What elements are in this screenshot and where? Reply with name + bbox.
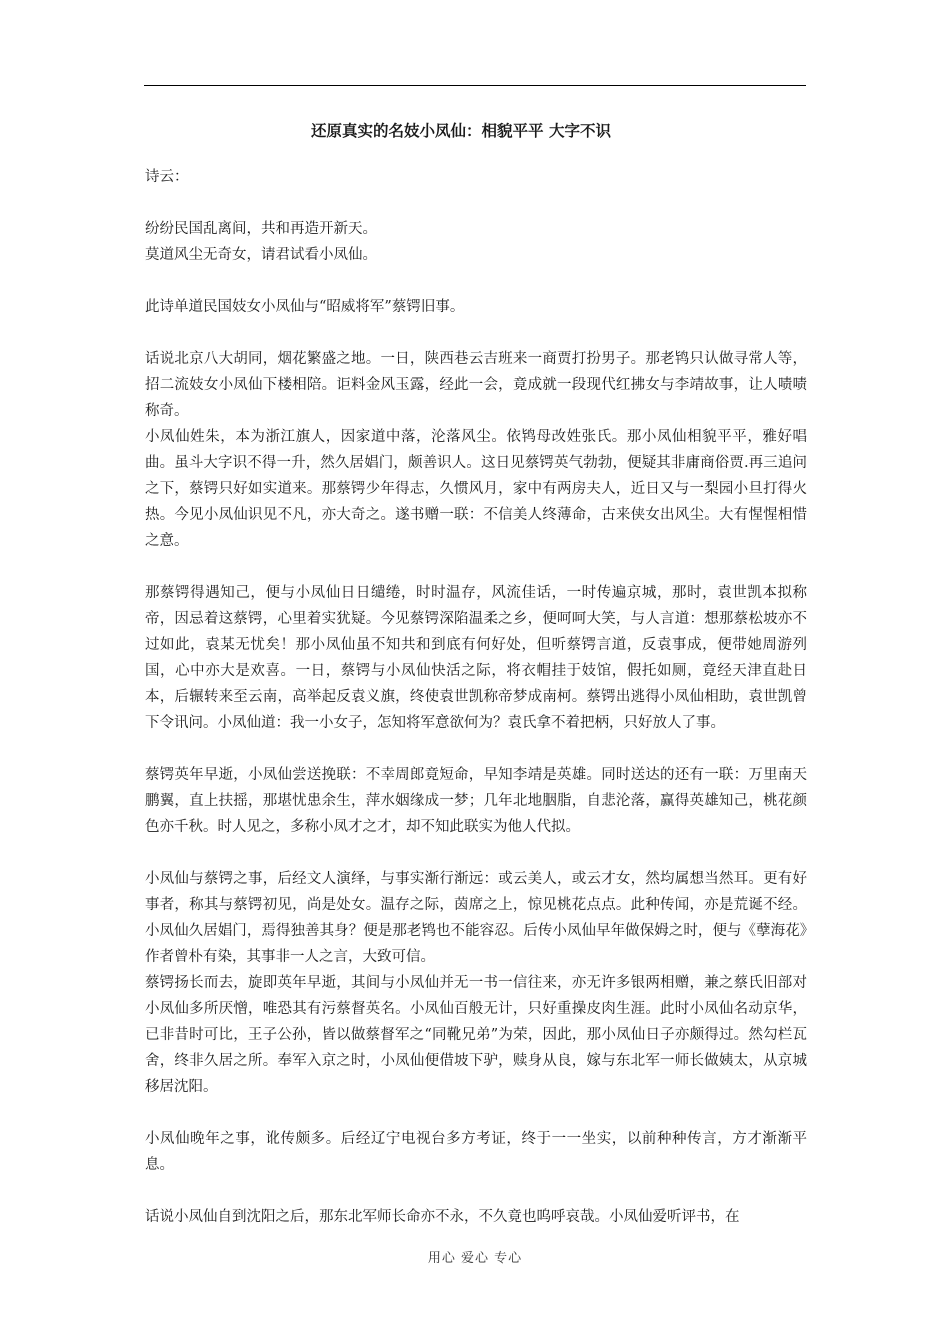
document-body [145, 118, 807, 1230]
page-footer: 用心 爱心 专心 [427, 1251, 523, 1266]
paragraph: 小凤仙与蔡锷之事，后经文人演绎，与事实渐行渐远：或云美人，或云才女，然均属想当然耳。更有好事者，称其与蔡锷初见，尚是处女。温存之际，茵席之上，惊见桃花点点。此种传闻，亦是荒诞不经。小凤仙久居娼门，焉得独善其身？便是那老鸨也不能容忍。后传小凤仙早年做保姆之时，便与《孽海花》作者曾朴有染，其事非一人之言，大致可信。 [145, 871, 807, 965]
paragraph: 那蔡锷得遇知己，便与小凤仙日日缱绻，时时温存，风流佳话，一时传遍京城，那时，袁世凯本拟称帝，因忌着这蔡锷，心里着实犹疑。今见蔡锷深陷温柔之乡，便呵呵大笑，与人言道：想那蔡松坡亦不过如此，袁某无忧矣！那小凤仙虽不知共和到底有何好处，但听蔡锷言道，反袁事成，便带她周游列国，心中亦大是欢喜。一日，蔡锷与小凤仙快活之际，将衣帽挂于妓馆，假托如厕，竟经天津直赴日本，后辗转来至云南，高举起反袁义旗，终使袁世凯称帝梦成南柯。蔡锷出逃得小凤仙相助，袁世凯曾下令讯问。小凤仙道：我一小女子，怎知将军意欲何为？袁氏拿不着把柄，只好放人了事。 [145, 585, 807, 731]
paragraph: 蔡锷英年早逝，小凤仙尝送挽联：不幸周郎竟短命，早知李靖是英雄。同时送达的还有一联：万里南天鹏翼，直上扶摇，那堪忧患余生，萍水姻缘成一梦；几年北地胭脂，自悲沦落，赢得英雄知己，桃花颜色亦千秋。时人见之，多称小凤才之才，却不知此联实为他人代拟。 [145, 767, 807, 835]
poem-intro: 诗云： [145, 169, 189, 185]
paragraph: 蔡锷扬长而去，旋即英年早逝，其间与小凤仙并无一书一信往来，亦无许多银两相赠，兼之蔡氏旧部对小凤仙多所厌憎，唯恐其有污蔡督英名。小凤仙百般无计，只好重操皮肉生涯。此时小凤仙名动京华，已非昔时可比，王子公孙，皆以做蔡督军之“同靴兄弟”为荣，因此，那小凤仙日子亦颇得过。然勾栏瓦舍，终非久居之所。奉军入京之时，小凤仙便借坡下驴，赎身从良，嫁与东北军一师长做姨太，从京城移居沈阳。 [145, 975, 807, 1095]
document-title: 还原真实的名妓小凤仙：相貌平平 大字不识 [311, 121, 611, 140]
header-rule [144, 85, 806, 86]
paragraph: 话说北京八大胡同，烟花繁盛之地。一日，陕西巷云吉班来一商贾打扮男子。那老鸨只认做寻常人等，招二流妓女小凤仙下楼相陪。讵料金风玉露，经此一会，竟成就一段现代红拂女与李靖故事，让人啧啧称奇。 [145, 351, 807, 419]
paragraph: 小凤仙姓朱，本为浙江旗人，因家道中落，沦落风尘。依鸨母改姓张氏。那小凤仙相貌平平，雅好唱曲。虽斗大字识不得一升，然久居娼门，颇善识人。这日见蔡锷英气勃勃，便疑其非庸商俗贾.再三追问之下，蔡锷只好如实道来。那蔡锷少年得志，久惯风月，家中有两房夫人，近日又与一梨园小旦打得火热。今见小凤仙识见不凡，亦大奇之。遂书赠一联：不信美人终薄命，古来侠女出风尘。大有惺惺相惜之意。 [145, 429, 807, 549]
paragraph: 此诗单道民国妓女小凤仙与“昭威将军”蔡锷旧事。 [145, 299, 465, 315]
poem-line: 纷纷民国乱离间，共和再造开新天。 [145, 221, 377, 237]
poem-line: 莫道风尘无奇女，请君试看小凤仙。 [145, 247, 377, 263]
paragraph: 话说小凤仙自到沈阳之后，那东北军师长命亦不永，不久竟也呜呼哀哉。小凤仙爱听评书，在 [145, 1209, 740, 1225]
paragraph: 小凤仙晚年之事，讹传颇多。后经辽宁电视台多方考证，终于一一坐实，以前种种传言，方才渐渐平息。 [145, 1131, 807, 1173]
